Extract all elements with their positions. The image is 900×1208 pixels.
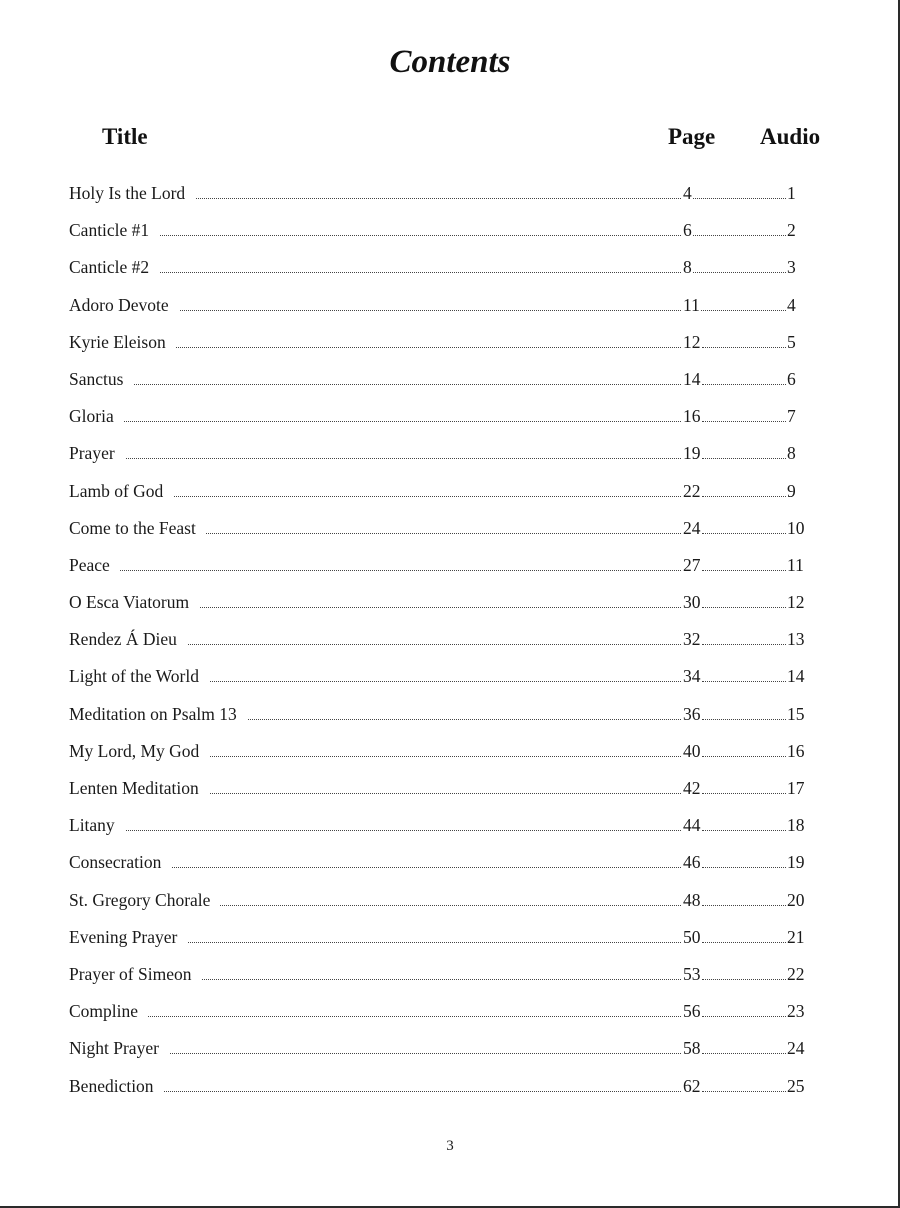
entry-audio-track: 3: [787, 257, 796, 278]
dot-leader: [69, 421, 681, 422]
entry-title: O Esca Viatorum: [69, 587, 199, 618]
entry-title: Kyrie Eleison: [69, 327, 176, 358]
dot-leader: [69, 384, 681, 385]
entry-title: Meditation on Psalm 13: [69, 699, 247, 730]
dot-leader-audio: [702, 830, 787, 831]
toc-entry: [69, 773, 809, 810]
toc-entry: [69, 401, 809, 438]
dot-leader-audio: [702, 719, 787, 720]
entry-title: Compline: [69, 996, 148, 1027]
toc-entry: [69, 513, 809, 550]
entry-audio-track: 24: [787, 1038, 805, 1059]
entry-title: Prayer of Simeon: [69, 959, 201, 990]
entry-page: 62: [683, 1075, 701, 1096]
dot-leader: [69, 830, 681, 831]
entry-audio-track: 2: [787, 220, 796, 241]
entry-audio-track: 16: [787, 740, 805, 761]
entry-page: 24: [683, 517, 701, 538]
entry-title: Night Prayer: [69, 1033, 169, 1064]
entry-audio-track: 13: [787, 629, 805, 650]
entry-audio-track: 22: [787, 963, 805, 984]
entry-title: Holy Is the Lord: [69, 178, 195, 209]
dot-leader-audio: [702, 496, 787, 497]
dot-leader-audio: [702, 384, 787, 385]
entry-page: 40: [683, 740, 701, 761]
entry-page: 27: [683, 554, 701, 575]
toc-entry: [69, 959, 809, 996]
toc-entry: [69, 438, 809, 475]
entry-title: Canticle #2: [69, 252, 159, 283]
entry-audio-track: 18: [787, 815, 805, 836]
entry-page: 8: [683, 257, 692, 278]
dot-leader: [69, 458, 681, 459]
dot-leader-audio: [702, 644, 787, 645]
dot-leader-audio: [702, 1091, 787, 1092]
dot-leader-audio: [702, 607, 787, 608]
entry-audio-track: 19: [787, 852, 805, 873]
entry-page: 56: [683, 1001, 701, 1022]
toc-entry: [69, 922, 809, 959]
column-header-audio: Audio: [760, 124, 821, 149]
dot-leader-audio: [693, 272, 786, 273]
entry-title: Come to the Feast: [69, 513, 206, 544]
entry-audio-track: 8: [787, 443, 796, 464]
toc-entry: [69, 1071, 809, 1108]
entry-audio-track: 15: [787, 703, 805, 724]
entry-audio-track: 21: [787, 926, 805, 947]
entry-page: 48: [683, 889, 701, 910]
dot-leader-audio: [702, 533, 787, 534]
page-title: Contents: [389, 44, 511, 80]
entry-audio-track: 5: [787, 331, 796, 352]
entry-title: Litany: [69, 810, 125, 841]
dot-leader-audio: [701, 310, 786, 311]
toc-entry: [69, 661, 809, 698]
entry-audio-track: 25: [787, 1075, 805, 1096]
dot-leader-audio: [702, 867, 787, 868]
page-number: 3: [446, 1138, 454, 1154]
entry-page: 14: [683, 368, 701, 389]
entry-audio-track: 23: [787, 1001, 805, 1022]
toc-entry: [69, 252, 809, 289]
dot-leader-audio: [702, 347, 787, 348]
dot-leader-audio: [702, 1053, 787, 1054]
dot-leader-audio: [693, 198, 786, 199]
entry-title: Prayer: [69, 438, 125, 469]
entry-audio-track: 17: [787, 778, 805, 798]
toc-entry: [69, 624, 809, 661]
toc-entry: [69, 215, 809, 252]
dot-leader-audio: [702, 681, 787, 682]
entry-title: Gloria: [69, 401, 124, 432]
dot-leader-audio: [702, 756, 787, 757]
dot-leader-audio: [702, 942, 787, 943]
entry-audio-track: 1: [787, 183, 796, 203]
toc-entry: [69, 847, 809, 884]
dot-leader-audio: [693, 235, 786, 236]
entry-page: 58: [683, 1038, 701, 1059]
dot-leader-audio: [702, 979, 787, 980]
column-header-page: Page: [668, 124, 716, 149]
entry-title: Canticle #1: [69, 215, 159, 246]
dot-leader: [69, 1016, 681, 1017]
entry-audio-track: 4: [787, 294, 796, 315]
dot-leader: [69, 272, 681, 273]
entry-audio-track: 12: [787, 592, 805, 613]
entry-page: 16: [683, 406, 701, 427]
dot-leader: [69, 570, 681, 571]
entry-audio-track: 20: [787, 889, 805, 910]
entry-page: 12: [683, 331, 701, 352]
entry-page: 30: [683, 592, 701, 613]
toc-entry: [69, 550, 809, 587]
entry-audio-track: 7: [787, 406, 796, 427]
entry-title: Light of the World: [69, 661, 209, 692]
dot-leader-audio: [702, 793, 787, 794]
toc-list: [69, 178, 809, 1108]
toc-entry: [69, 885, 809, 922]
entry-page: 4: [683, 183, 692, 203]
entry-title: Sanctus: [69, 364, 133, 395]
entry-audio-track: 6: [787, 368, 796, 389]
entry-page: 42: [683, 778, 701, 798]
toc-entry: [69, 996, 809, 1033]
dot-leader-audio: [702, 421, 787, 422]
entry-audio-track: 14: [787, 666, 805, 687]
toc-entry: [69, 364, 809, 401]
entry-title: Evening Prayer: [69, 922, 187, 953]
entry-page: 46: [683, 852, 701, 873]
entry-title: My Lord, My God: [69, 736, 209, 767]
entry-title: Lamb of God: [69, 476, 173, 507]
entry-title: Lenten Meditation: [69, 773, 209, 804]
entry-title: St. Gregory Chorale: [69, 885, 220, 916]
toc-entry: [69, 476, 809, 513]
entry-page: 44: [683, 815, 701, 836]
entry-page: 34: [683, 666, 701, 687]
entry-title: Benediction: [69, 1071, 164, 1102]
toc-entry: [69, 736, 809, 773]
entry-page: 36: [683, 703, 701, 724]
dot-leader-audio: [702, 905, 787, 906]
toc-entry: [69, 1033, 809, 1070]
entry-audio-track: 10: [787, 517, 805, 538]
dot-leader-audio: [702, 458, 787, 459]
entry-audio-track: 9: [787, 480, 796, 501]
toc-entry: [69, 178, 809, 215]
toc-entry: [69, 587, 809, 624]
toc-entry: [69, 810, 809, 847]
entry-page: 19: [683, 443, 701, 464]
entry-title: Consecration: [69, 847, 171, 878]
entry-title: Rendez Á Dieu: [69, 624, 187, 655]
dot-leader-audio: [702, 570, 787, 571]
entry-title: Peace: [69, 550, 120, 581]
entry-audio-track: 11: [787, 554, 804, 575]
dot-leader: [69, 235, 681, 236]
dot-leader-audio: [702, 1016, 787, 1017]
entry-page: 50: [683, 926, 701, 947]
column-header-title: Title: [102, 124, 148, 149]
entry-page: 53: [683, 963, 701, 984]
toc-entry: [69, 699, 809, 736]
toc-entry: [69, 327, 809, 364]
entry-page: 32: [683, 629, 701, 650]
toc-entry: [69, 290, 809, 327]
entry-page: 22: [683, 480, 701, 501]
entry-page: 11: [683, 294, 700, 315]
entry-title: Adoro Devote: [69, 290, 179, 321]
entry-page: 6: [683, 220, 692, 241]
